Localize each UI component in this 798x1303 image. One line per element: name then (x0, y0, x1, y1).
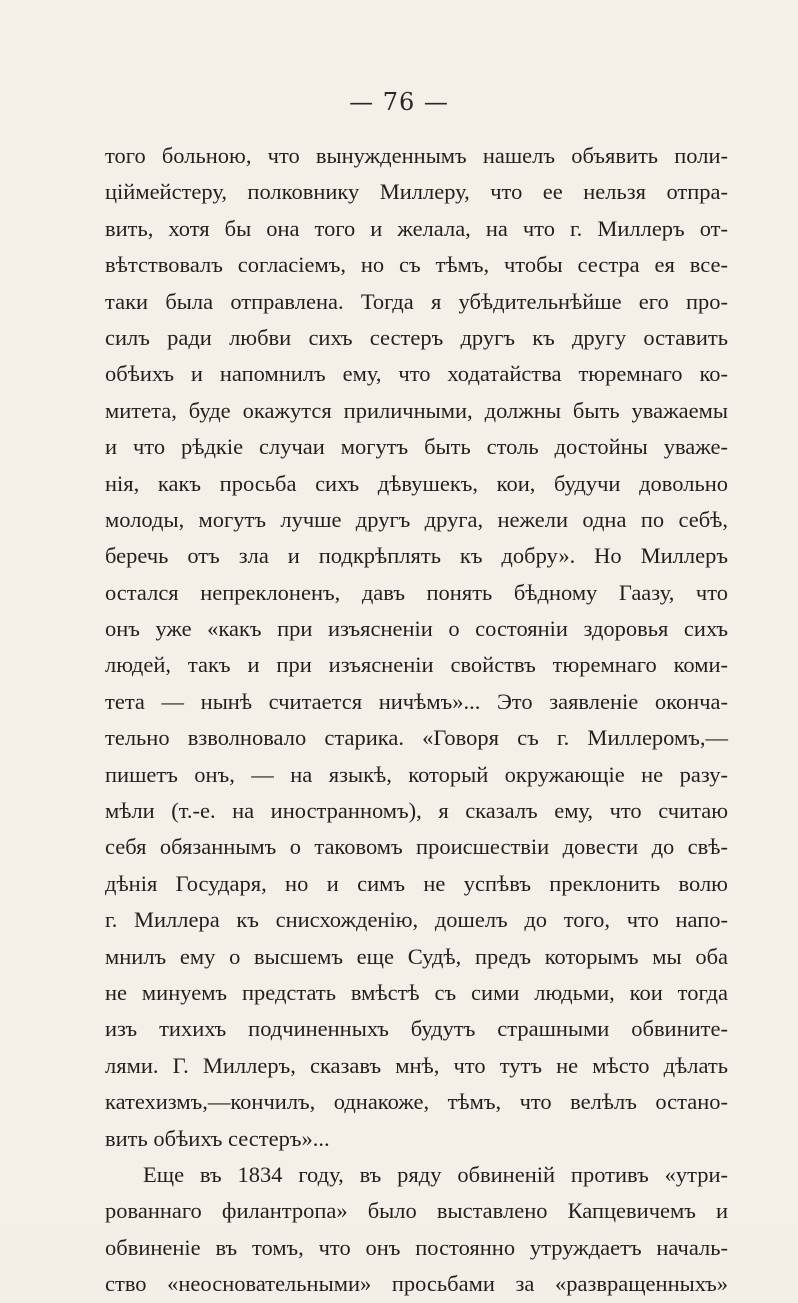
text-line: не минуемъ предстать вмѣстѣ съ сими людьми, кои тогда (105, 979, 728, 1005)
text-line: вить, хотя бы она того и желала, на что г. Миллеръ от- (105, 215, 728, 241)
text-line: мнилъ ему о высшемъ еще Судѣ, предъ которымъ мы оба (105, 943, 728, 969)
text-line: пишетъ онъ, — на языкѣ, который окружающіе не разу- (105, 761, 728, 787)
text-line: нія, какъ просьба сихъ дѣвушекъ, кои, будучи довольно (105, 470, 728, 496)
text-line: митета, буде окажутся приличными, должны быть уважаемы (105, 397, 728, 423)
paragraph-start-line: Еще въ 1834 году, въ ряду обвиненій противъ «утри- (143, 1161, 728, 1187)
text-line: молоды, могутъ лучше другъ друга, нежели одна по себѣ, (105, 506, 728, 532)
text-line: тельно взволновало старика. «Говоря съ г. Миллеромъ,— (105, 725, 728, 751)
text-line: беречь отъ зла и подкрѣплять къ добру». Но Миллеръ (105, 543, 728, 569)
text-line: г. Миллера къ снисхожденію, дошелъ до того, что напо- (105, 907, 728, 933)
text-line: обвиненіе въ томъ, что онъ постоянно утруждаетъ началь- (105, 1234, 728, 1260)
text-line: изъ тихихъ подчиненныхъ будутъ страшными обвините- (105, 1016, 728, 1042)
text-line: ціймейстеру, полковнику Миллеру, что ее нельзя отпра- (105, 179, 728, 205)
text-line: себя обязаннымъ о таковомъ происшествіи довести до свѣ- (105, 834, 728, 860)
text-line: онъ уже «какъ при изъясненіи о состояніи здоровья сихъ (105, 616, 728, 642)
text-line: ство «неосновательными» просьбами за «развращенныхъ» (105, 1271, 728, 1297)
text-line: людей, такъ и при изъясненіи свойствъ тюремнаго коми- (105, 652, 728, 678)
text-line: вѣтствовалъ согласіемъ, но съ тѣмъ, чтобы сестра ея все- (105, 252, 728, 278)
text-line: таки была отправлена. Тогда я убѣдительнѣйше его про- (105, 288, 728, 314)
text-line: того больною, что вынужденнымъ нашелъ объявить поли- (105, 143, 728, 168)
text-line: тета — нынѣ считается ничѣмъ»... Это заявленіе оконча- (105, 688, 728, 714)
text-line: силъ ради любви сихъ сестеръ другъ къ другу оставить (105, 324, 728, 350)
text-line: катехизмъ,—кончилъ, однакоже, тѣмъ, что велѣлъ остано- (105, 1089, 728, 1115)
text-line: дѣнія Государя, но и симъ не успѣвъ преклонить волю (105, 870, 728, 896)
text-line: рованнаго филантропа» было выставлено Капцевичемъ и (105, 1198, 728, 1224)
text-line: мѣли (т.-е. на иностранномъ), я сказалъ ему, что считаю (105, 798, 728, 824)
text-line: обѣихъ и напомнилъ ему, что ходатайства тюремнаго ко- (105, 361, 728, 387)
text-line: лями. Г. Миллеръ, сказавъ мнѣ, что тутъ не мѣсто дѣлать (105, 1052, 728, 1078)
paragraph-end-line: вить обѣихъ сестеръ»... (105, 1125, 330, 1151)
text-line: и что рѣдкіе случаи могутъ быть столь достойны уваже- (105, 434, 728, 460)
text-line: остался непреклоненъ, давъ понять бѣдному Гаазу, что (105, 579, 728, 605)
page-number: — 76 — (349, 88, 449, 116)
body-text (105, 138, 728, 1303)
